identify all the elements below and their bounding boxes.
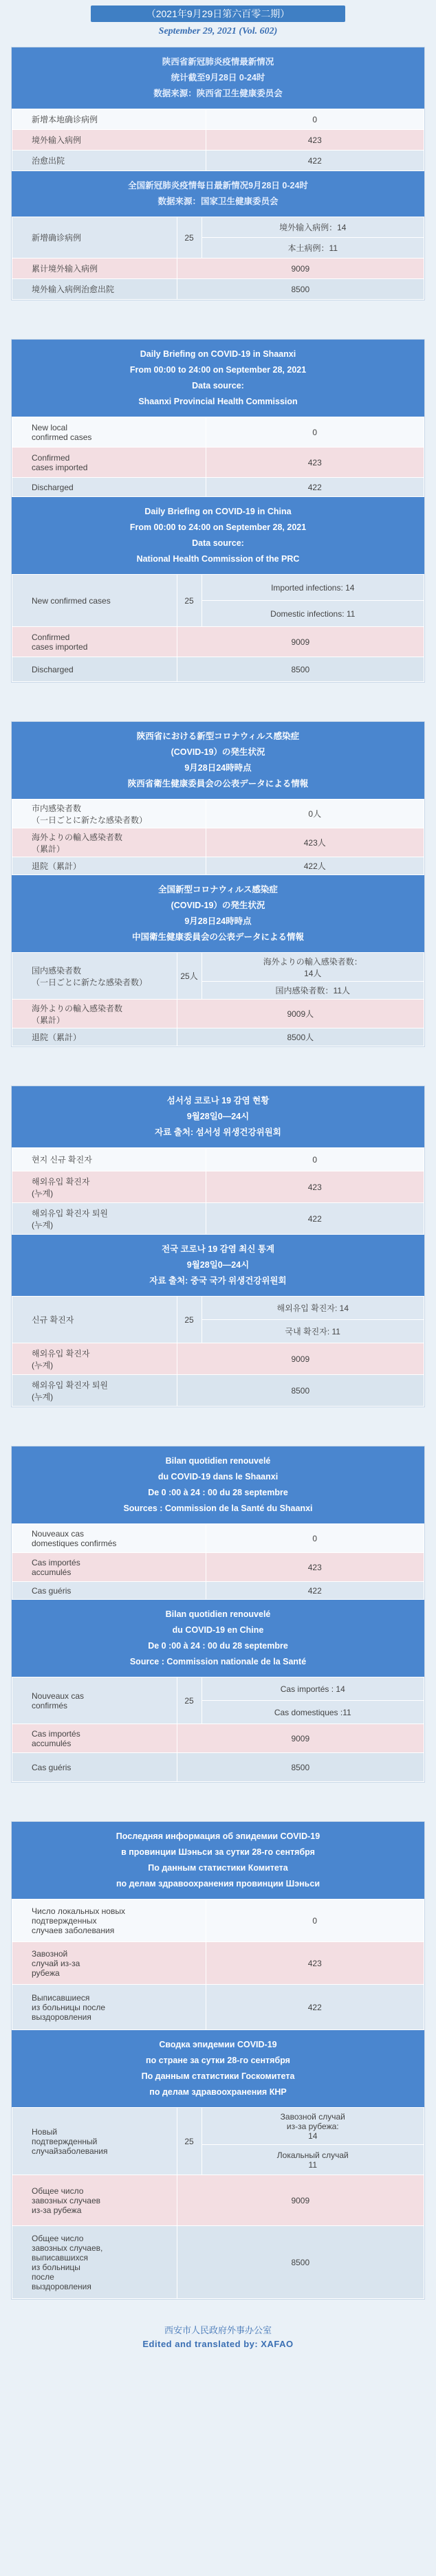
section-gap <box>0 300 436 339</box>
china-header-zh: 全国新冠肺炎疫情每日最新情况9月28日 0-24时 数据来源：国家卫生健康委员会 <box>12 171 424 217</box>
row-cum-imported-value: 9009人 <box>177 1000 424 1028</box>
row-discharged <box>12 1985 424 2030</box>
shaanxi-table-zh <box>12 109 424 171</box>
row-new-confirmed <box>12 2108 424 2145</box>
shaanxi-header-ko: 섬서성 코로나 19 감염 현황 9월28일0—24시 자료 출처: 섬서성 위생건강위원회 <box>12 1086 424 1147</box>
row-new-local-label: New local confirmed cases <box>12 417 206 448</box>
row-cum-discharged-label: Общее число завозных случаев, выписавшихся из больницы после выздоровления <box>12 2226 177 2299</box>
row-domestic-infections: Локальный случай 11 <box>201 2145 424 2175</box>
section-gap <box>0 1783 436 1821</box>
row-new-confirmed-label: 新增确诊病例 <box>12 217 177 258</box>
china-header-ko: 전국 코로나 19 감염 최신 통계 9월28일0—24시 자료 출처: 중국 국가 위생건강위원회 <box>12 1235 424 1296</box>
row-domestic-infections: 국내 확진자: 11 <box>201 1320 424 1343</box>
section-gap <box>0 1407 436 1446</box>
row-new-local-label: Nouveaux cas domestiques confirmés <box>12 1524 206 1553</box>
section-fr <box>11 1446 425 1783</box>
row-imported <box>12 448 424 478</box>
row-new-confirmed <box>12 575 424 601</box>
row-imported-infections: Завозной случай из-за рубежа: 14 <box>201 2108 424 2145</box>
china-table-zh <box>12 217 424 300</box>
row-cum-imported-label: Confirmed cases imported <box>12 627 177 657</box>
issue-badge: （2021年9月29日第六百零二期） <box>91 5 345 22</box>
row-cum-imported-value: 9009 <box>177 258 424 279</box>
row-cum-discharged <box>12 2226 424 2299</box>
section-ru <box>11 1821 425 2300</box>
row-imported <box>12 130 424 151</box>
page <box>0 5 436 2349</box>
row-new-local-value: 0 <box>206 109 424 130</box>
row-discharged <box>12 478 424 497</box>
row-cum-imported-value: 9009 <box>177 627 424 657</box>
row-discharged-label: Cas guéris <box>12 1582 206 1600</box>
row-new-local <box>12 109 424 130</box>
shaanxi-header-en: Daily Briefing on COVID-19 in Shaanxi From 00:00 to 24:00 on September 28, 2021 Data source: Shaanxi Provincial Health Commission <box>12 340 424 417</box>
row-cum-imported <box>12 258 424 279</box>
row-new-local-label: 新增本地确诊病例 <box>12 109 206 130</box>
row-cum-discharged-label: Discharged <box>12 657 177 682</box>
row-imported-infections: 海外よりの輸入感染者数： 14人 <box>201 953 424 982</box>
china-header-en: Daily Briefing on COVID-19 in China From 00:00 to 24:00 on September 28, 2021 Data source: National Health Commission of the PRC <box>12 497 424 574</box>
row-domestic-infections: Domestic infections: 11 <box>201 601 424 627</box>
row-new-confirmed-label: 国内感染者数 （一日ごとに新たな感染者数） <box>12 953 177 1000</box>
section-zh <box>11 47 425 300</box>
row-cum-discharged-value: 8500 <box>177 1375 424 1407</box>
row-new-confirmed-label: Новый подтвержденный случайзаболевания <box>12 2108 177 2175</box>
footer-publisher: 西安市人民政府外事办公室 <box>164 2325 272 2335</box>
row-cum-discharged-label: 해외유입 확진자 퇴원 (누계) <box>12 1375 177 1407</box>
row-cum-imported-label: Cas importés accumulés <box>12 1724 177 1753</box>
row-cum-imported-value: 9009 <box>177 1343 424 1375</box>
row-discharged-label: Выписавшиеся из больницы после выздоровления <box>12 1985 206 2030</box>
row-new-confirmed-value: 25 <box>177 575 201 627</box>
row-discharged-label: 해외유입 확진자 퇴원 (누계) <box>12 1203 206 1235</box>
row-new-local <box>12 1148 424 1171</box>
row-new-local <box>12 417 424 448</box>
row-new-local-value: 0 <box>206 1524 424 1553</box>
row-new-local-label: 市内感染者数 （一日ごとに新たな感染者数） <box>12 800 206 828</box>
row-imported-infections: Cas importés : 14 <box>201 1677 424 1701</box>
row-discharged-label: 治愈出院 <box>12 151 206 171</box>
china-table-ru <box>12 2107 424 2299</box>
row-cum-imported <box>12 1724 424 1753</box>
row-new-local-label: 현지 신규 확진자 <box>12 1148 206 1171</box>
row-discharged-value: 422 <box>206 1985 424 2030</box>
row-discharged <box>12 1582 424 1600</box>
row-imported-value: 423 <box>206 448 424 478</box>
row-new-confirmed-value: 25人 <box>177 953 201 1000</box>
row-cum-discharged <box>12 1753 424 1782</box>
row-imported-label: Cas importés accumulés <box>12 1553 206 1582</box>
row-imported-value: 423 <box>206 1942 424 1985</box>
china-header-fr: Bilan quotidien renouvelé du COVID-19 en Chine De 0 :00 à 24 : 00 du 28 septembre Source : Commission nationale de la Santé <box>12 1600 424 1677</box>
row-new-local-value: 0 <box>206 1148 424 1171</box>
row-cum-imported <box>12 1000 424 1028</box>
row-imported-infections: Imported infections: 14 <box>201 575 424 601</box>
row-domestic-infections: 国内感染者数：11人 <box>201 982 424 1000</box>
row-imported <box>12 1942 424 1985</box>
row-cum-imported-label: 해외유입 확진자 (누계) <box>12 1343 177 1375</box>
row-imported-label: Завозной случай из-за рубежа <box>12 1942 206 1985</box>
row-new-confirmed-label: 신규 확진자 <box>12 1297 177 1343</box>
row-cum-discharged-label: 退院（累計） <box>12 1028 177 1046</box>
row-cum-imported <box>12 2175 424 2226</box>
row-imported-value: 423 <box>206 130 424 151</box>
section-gap <box>0 683 436 721</box>
row-new-confirmed <box>12 1677 424 1701</box>
row-cum-discharged <box>12 279 424 300</box>
row-new-confirmed-value: 25 <box>177 217 201 258</box>
section-en <box>11 339 425 683</box>
row-new-local-value: 0 <box>206 417 424 448</box>
row-discharged-value: 422 <box>206 478 424 497</box>
row-new-confirmed-value: 25 <box>177 2108 201 2175</box>
row-discharged-value: 422 <box>206 151 424 171</box>
row-cum-imported <box>12 627 424 657</box>
row-cum-discharged-value: 8500 <box>177 2226 424 2299</box>
row-discharged <box>12 1203 424 1235</box>
row-new-local <box>12 1900 424 1942</box>
row-imported-label: 海外よりの輸入感染者数 （累計） <box>12 828 206 857</box>
section-gap <box>0 1047 436 1086</box>
china-header-ja: 全国新型コロナウィルス感染症 (COVID-19）の発生状況 9月28日24時時点 中国衛生健康委員会の公表データによる情報 <box>12 875 424 952</box>
row-domestic-infections: 本土病例：11 <box>201 238 424 258</box>
row-new-local-value: 0人 <box>206 800 424 828</box>
row-cum-discharged-label: Cas guéris <box>12 1753 177 1782</box>
row-cum-imported-value: 9009 <box>177 1724 424 1753</box>
row-new-local <box>12 800 424 828</box>
row-new-confirmed-value: 25 <box>177 1677 201 1724</box>
row-imported <box>12 1553 424 1582</box>
row-cum-imported-label: 海外よりの輸入感染者数 （累計） <box>12 1000 177 1028</box>
row-imported-value: 423 <box>206 1553 424 1582</box>
row-imported-label: 해외유입 확진자 (누계) <box>12 1171 206 1203</box>
row-cum-imported-value: 9009 <box>177 2175 424 2226</box>
issue-date: September 29, 2021 (Vol. 602) <box>158 26 278 36</box>
row-new-confirmed-label: New confirmed cases <box>12 575 177 627</box>
row-discharged <box>12 151 424 171</box>
row-cum-imported-label: Общее число завозных случаев из-за рубежа <box>12 2175 177 2226</box>
row-cum-discharged <box>12 1375 424 1407</box>
row-cum-discharged-value: 8500 <box>177 1753 424 1782</box>
sections <box>0 47 436 2300</box>
footer-credit: Edited and translated by: XAFAO <box>142 2339 294 2349</box>
row-imported-infections: 해외유입 확진자: 14 <box>201 1297 424 1320</box>
section-ko <box>11 1086 425 1407</box>
shaanxi-table-fr <box>12 1523 424 1600</box>
row-new-confirmed <box>12 953 424 982</box>
row-new-confirmed-label: Nouveaux cas confirmés <box>12 1677 177 1724</box>
row-new-local <box>12 1524 424 1553</box>
shaanxi-header-ru: Последняя информация об эпидемии COVID-19 в провинции Шэньси за сутки 28-го сентября По данным статистики Комитета по делам здравоохранения провинции Шэньси <box>12 1822 424 1899</box>
row-imported <box>12 828 424 857</box>
row-imported <box>12 1171 424 1203</box>
row-cum-discharged <box>12 657 424 682</box>
row-new-local-value: 0 <box>206 1900 424 1942</box>
row-discharged-value: 422 <box>206 1203 424 1235</box>
china-header-ru: Сводка эпидемии COVID-19 по стране за сутки 28-го сентября По данным статистики Госкомитета по делам здравоохранения КНР <box>12 2030 424 2107</box>
row-discharged-value: 422人 <box>206 857 424 875</box>
row-new-confirmed <box>12 217 424 238</box>
section-ja <box>11 721 425 1047</box>
row-cum-discharged-value: 8500 <box>177 657 424 682</box>
shaanxi-table-ja <box>12 799 424 875</box>
row-domestic-infections: Cas domestiques :11 <box>201 1701 424 1724</box>
shaanxi-table-ru <box>12 1899 424 2030</box>
row-imported-label: Confirmed cases imported <box>12 448 206 478</box>
shaanxi-header-ja: 陝西省における新型コロナウィルス感染症 (COVID-19）の発生状況 9月28日24時時点 陝西省衛生健康委員会の公表データによる情報 <box>12 722 424 799</box>
row-imported-infections: 境外输入病例：14 <box>201 217 424 238</box>
row-discharged <box>12 857 424 875</box>
row-cum-imported <box>12 1343 424 1375</box>
row-new-local-label: Число локальных новых подтвержденных случаев заболевания <box>12 1900 206 1942</box>
row-imported-value: 423人 <box>206 828 424 857</box>
row-new-confirmed <box>12 1297 424 1320</box>
shaanxi-header-fr: Bilan quotidien renouvelé du COVID-19 dans le Shaanxi De 0 :00 à 24 : 00 du 28 septembre Sources : Commission de la Santé du Shaanxi <box>12 1446 424 1523</box>
china-table-ko <box>12 1296 424 1407</box>
china-table-en <box>12 574 424 682</box>
china-table-fr <box>12 1677 424 1782</box>
row-cum-discharged-label: 境外输入病例治愈出院 <box>12 279 177 300</box>
row-imported-label: 境外输入病例 <box>12 130 206 151</box>
row-cum-discharged-value: 8500人 <box>177 1028 424 1046</box>
row-discharged-value: 422 <box>206 1582 424 1600</box>
row-cum-discharged-value: 8500 <box>177 279 424 300</box>
china-table-ja <box>12 952 424 1046</box>
shaanxi-table-ko <box>12 1147 424 1235</box>
shaanxi-header-zh: 陕西省新冠肺炎疫情最新情况 统计截至9月28日 0-24时 数据来源：陕西省卫生健康委员会 <box>12 47 424 109</box>
row-cum-imported-label: 累计境外输入病例 <box>12 258 177 279</box>
row-discharged-label: 退院（累計） <box>12 857 206 875</box>
row-discharged-label: Discharged <box>12 478 206 497</box>
row-cum-discharged <box>12 1028 424 1046</box>
shaanxi-table-en <box>12 417 424 497</box>
row-new-confirmed-value: 25 <box>177 1297 201 1343</box>
row-imported-value: 423 <box>206 1171 424 1203</box>
